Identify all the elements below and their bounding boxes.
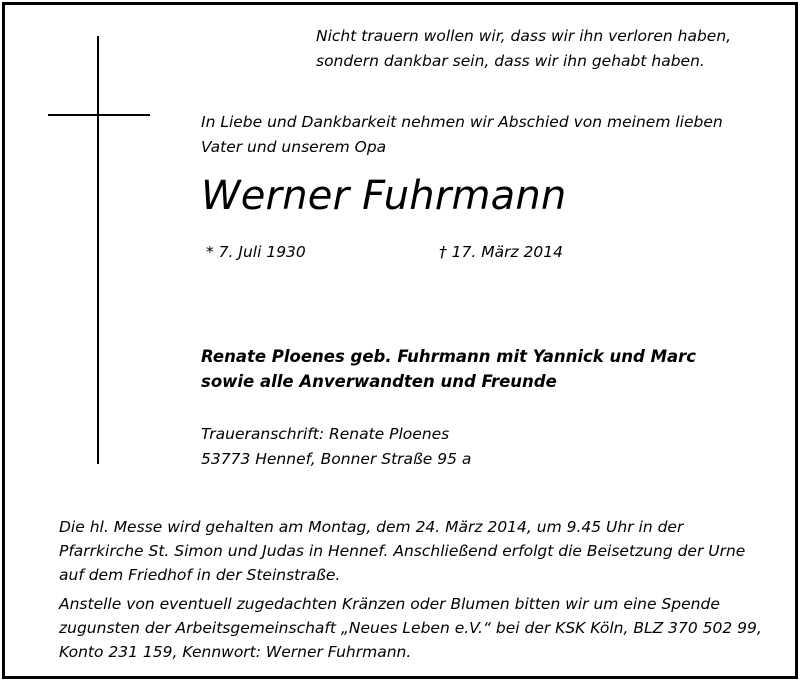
donation-request: [59, 592, 762, 664]
mourners: [201, 344, 696, 394]
deceased-name: Werner Fuhrmann: [201, 173, 567, 219]
intro-line-2: Vater und unserem Opa: [201, 138, 387, 156]
mourners-line-1: Renate Ploenes geb. Fuhrmann mit Yannick und Marc: [201, 347, 697, 366]
motto-quote: [316, 24, 731, 74]
motto-line-1: Nicht trauern wollen wir, dass wir ihn verloren haben,: [316, 27, 732, 45]
motto-line-2: sondern dankbar sein, dass wir ihn gehabt haben.: [316, 52, 705, 70]
donation-line-1: Anstelle von eventuell zugedachten Kränzen oder Blumen bitten wir um eine Spende: [59, 595, 720, 613]
mourning-address: [201, 422, 471, 472]
address-line-1: Traueranschrift: Renate Ploenes: [201, 425, 450, 443]
donation-line-2: zugunsten der Arbeitsgemeinschaft „Neues Leben e.V.“ bei der KSK Köln, BLZ 370 502 99,: [59, 619, 762, 637]
mass-line-1: Die hl. Messe wird gehalten am Montag, dem 24. März 2014, um 9.45 Uhr in der: [59, 518, 684, 536]
cross-icon-vertical-bar: [97, 36, 99, 464]
address-line-2: 53773 Hennef, Bonner Straße 95 a: [201, 450, 472, 468]
mourners-line-2: sowie alle Anverwandten und Freunde: [201, 372, 557, 391]
mass-line-3: auf dem Friedhof in der Steinstraße.: [59, 566, 341, 584]
donation-line-3: Konto 231 159, Kennwort: Werner Fuhrmann.: [59, 643, 412, 661]
intro-line-1: In Liebe und Dankbarkeit nehmen wir Abschied von meinem lieben: [201, 113, 723, 131]
birth-date: * 7. Juli 1930: [206, 243, 306, 261]
mass-announcement: [59, 515, 745, 587]
farewell-intro: [201, 110, 723, 160]
death-date: † 17. März 2014: [439, 243, 564, 261]
cross-icon-horizontal-bar: [48, 114, 150, 116]
mass-line-2: Pfarrkirche St. Simon und Judas in Hennef. Anschließend erfolgt die Beisetzung der Urne: [59, 542, 746, 560]
